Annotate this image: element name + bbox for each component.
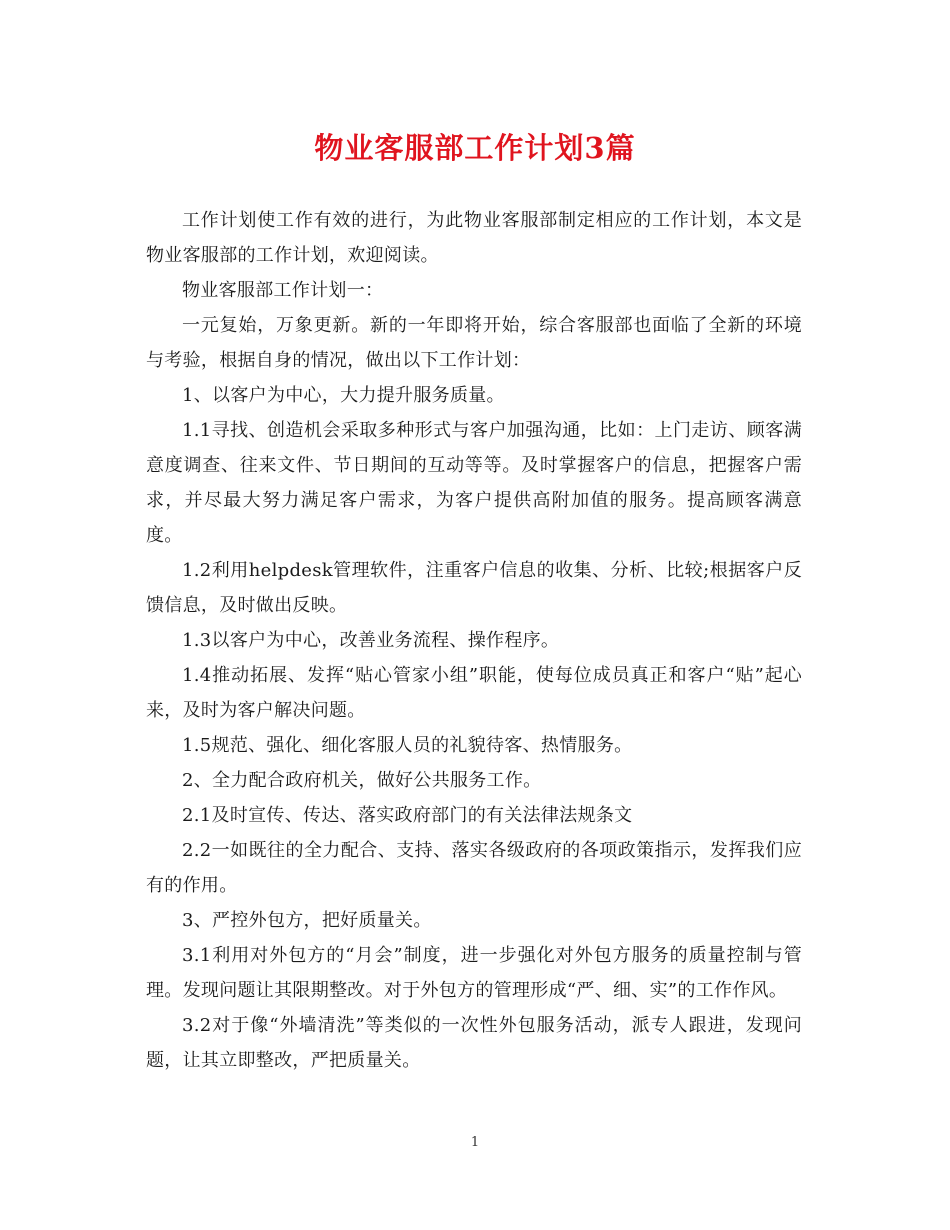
item-1-2: 1.2利用helpdesk管理软件，注重客户信息的收集、分析、比较;根据客户反馈信息，及时做出反映。 — [146, 560, 802, 616]
page-number: 1 — [470, 1135, 480, 1150]
item-1-3: 1.3以客户为中心，改善业务流程、操作程序。 — [182, 630, 560, 651]
section-heading-2: 2、全力配合政府机关，做好公共服务工作。 — [182, 770, 542, 791]
paragraph-intro: 工作计划使工作有效的进行，为此物业客服部制定相应的工作计划，本文是物业客服部的工作计划，欢迎阅读。 — [146, 210, 802, 266]
paragraph-plan-one-heading: 物业客服部工作计划一： — [182, 280, 384, 301]
item-3-1: 3.1利用对外包方的“月会”制度，进一步强化对外包方服务的质量控制与管理。发现问题让其限期整改。对于外包方的管理形成“严、细、实”的工作作风。 — [146, 945, 802, 1001]
document-title: 物业客服部工作计划3篇 — [314, 131, 636, 165]
paragraph-opening: 一元复始，万象更新。新的一年即将开始，综合客服部也面临了全新的环境与考验，根据自身的情况，做出以下工作计划： — [146, 315, 802, 371]
document-body — [146, 203, 802, 1078]
item-1-1: 1.1寻找、创造机会采取多种形式与客户加强沟通，比如：上门走访、顾客满意度调查、往来文件、节日期间的互动等等。及时掌握客户的信息，把握客户需求，并尽最大努力满足客户需求，为客户提供高附加值的服务。提高顾客满意度。 — [146, 420, 802, 546]
section-heading-1: 1、以客户为中心，大力提升服务质量。 — [182, 385, 505, 406]
section-heading-3: 3、严控外包方，把好质量关。 — [182, 910, 432, 931]
item-1-5: 1.5规范、强化、细化客服人员的礼貌待客、热情服务。 — [182, 735, 633, 756]
item-3-2: 3.2对于像“外墙清洗”等类似的一次性外包服务活动，派专人跟进，发现问题，让其立即整改，严把质量关。 — [146, 1015, 802, 1071]
item-1-4: 1.4推动拓展、发挥“贴心管家小组”职能，使每位成员真正和客户“贴”起心来，及时为客户解决问题。 — [146, 665, 802, 721]
item-2-2: 2.2一如既往的全力配合、支持、落实各级政府的各项政策指示，发挥我们应有的作用。 — [146, 840, 802, 896]
item-2-1: 2.1及时宣传、传达、落实政府部门的有关法律法规条文 — [182, 805, 633, 826]
